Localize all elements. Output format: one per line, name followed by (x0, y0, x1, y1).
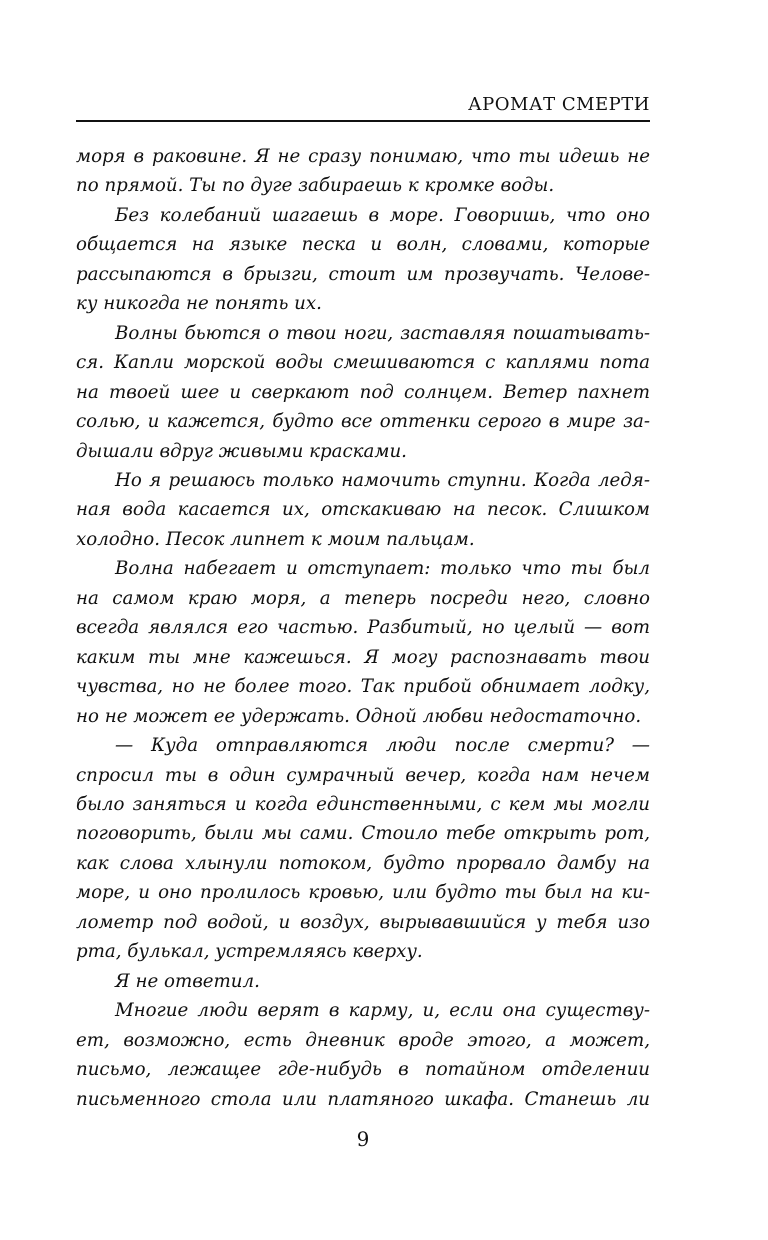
text-line: как слова хлынули потоком, будто прорвало дамбу на (76, 852, 650, 874)
text-line: на самом краю моря, а теперь посреди него, словно (76, 587, 650, 609)
text-line: дышали вдруг живыми красками. (76, 440, 407, 462)
text-line: море, и оно пролилось кровью, или будто ты был на ки- (76, 882, 650, 904)
text-line: поговорить, были мы сами. Стоило тебе открыть рот, (76, 823, 650, 845)
text-line: рта, булькал, устремляясь кверху. (76, 941, 423, 963)
text-line: моря в раковине. Я не сразу понимаю, что ты идешь не (76, 146, 650, 167)
text-line: общается на языке песка и волн, словами, которые (76, 234, 650, 256)
body-text (76, 142, 650, 1114)
text-line: по прямой. Ты по дуге забираешь к кромке воды. (76, 175, 555, 197)
text-line: ся. Капли морской воды смешиваются с каплями пота (76, 352, 650, 374)
text-line: каким ты мне кажешься. Я могу распознавать твои (76, 646, 650, 668)
text-line: Многие люди верят в карму, и, если она существу- (115, 1000, 650, 1022)
text-line: спросил ты в один сумрачный вечер, когда нам нечем (76, 764, 650, 786)
text-line: рассыпаются в брызги, стоит им прозвучать. Челове- (76, 263, 650, 285)
text-line: Я не ответил. (115, 970, 260, 992)
text-line: ная вода касается их, отскакиваю на песок. Слишком (76, 499, 650, 521)
running-title: АРОМАТ СМЕРТИ (468, 94, 650, 115)
text-line: всегда являлся его частью. Разбитый, но целый — вот (76, 617, 650, 639)
text-line: солью, и кажется, будто все оттенки серого в мире за- (76, 411, 650, 433)
text-line: ку никогда не понять их. (76, 293, 322, 315)
text-line: чувства, но не более того. Так прибой обнимает лодку, (76, 676, 650, 698)
text-line: — Куда отправляются люди после смерти? — (115, 735, 650, 757)
page-number: 9 (356, 1127, 370, 1151)
text-line: ет, возможно, есть дневник вроде этого, а может, (76, 1029, 650, 1051)
text-line: на твоей шее и сверкают под солнцем. Ветер пахнет (76, 381, 650, 403)
text-line: Волна набегает и отступает: только что ты был (115, 558, 650, 580)
text-line: но не может ее удержать. Одной любви недостаточно. (76, 705, 642, 727)
text-line: Волны бьются о твои ноги, заставляя пошатывать- (115, 322, 650, 344)
text-line: Но я решаюсь только намочить ступни. Когда ледя- (115, 469, 650, 491)
header-rule (76, 120, 650, 122)
text-line: лометр под водой, и воздух, вырывавшийся у тебя изо (76, 911, 650, 933)
text-line: холодно. Песок липнет к моим пальцам. (76, 528, 475, 550)
text-line: было заняться и когда единственными, с кем мы могли (76, 793, 650, 815)
text-line: Без колебаний шагаешь в море. Говоришь, что оно (115, 204, 650, 226)
text-line: письменного стола или платяного шкафа. Станешь ли (76, 1088, 650, 1110)
text-line: письмо, лежащее где-нибудь в потайном отделении (76, 1059, 650, 1081)
